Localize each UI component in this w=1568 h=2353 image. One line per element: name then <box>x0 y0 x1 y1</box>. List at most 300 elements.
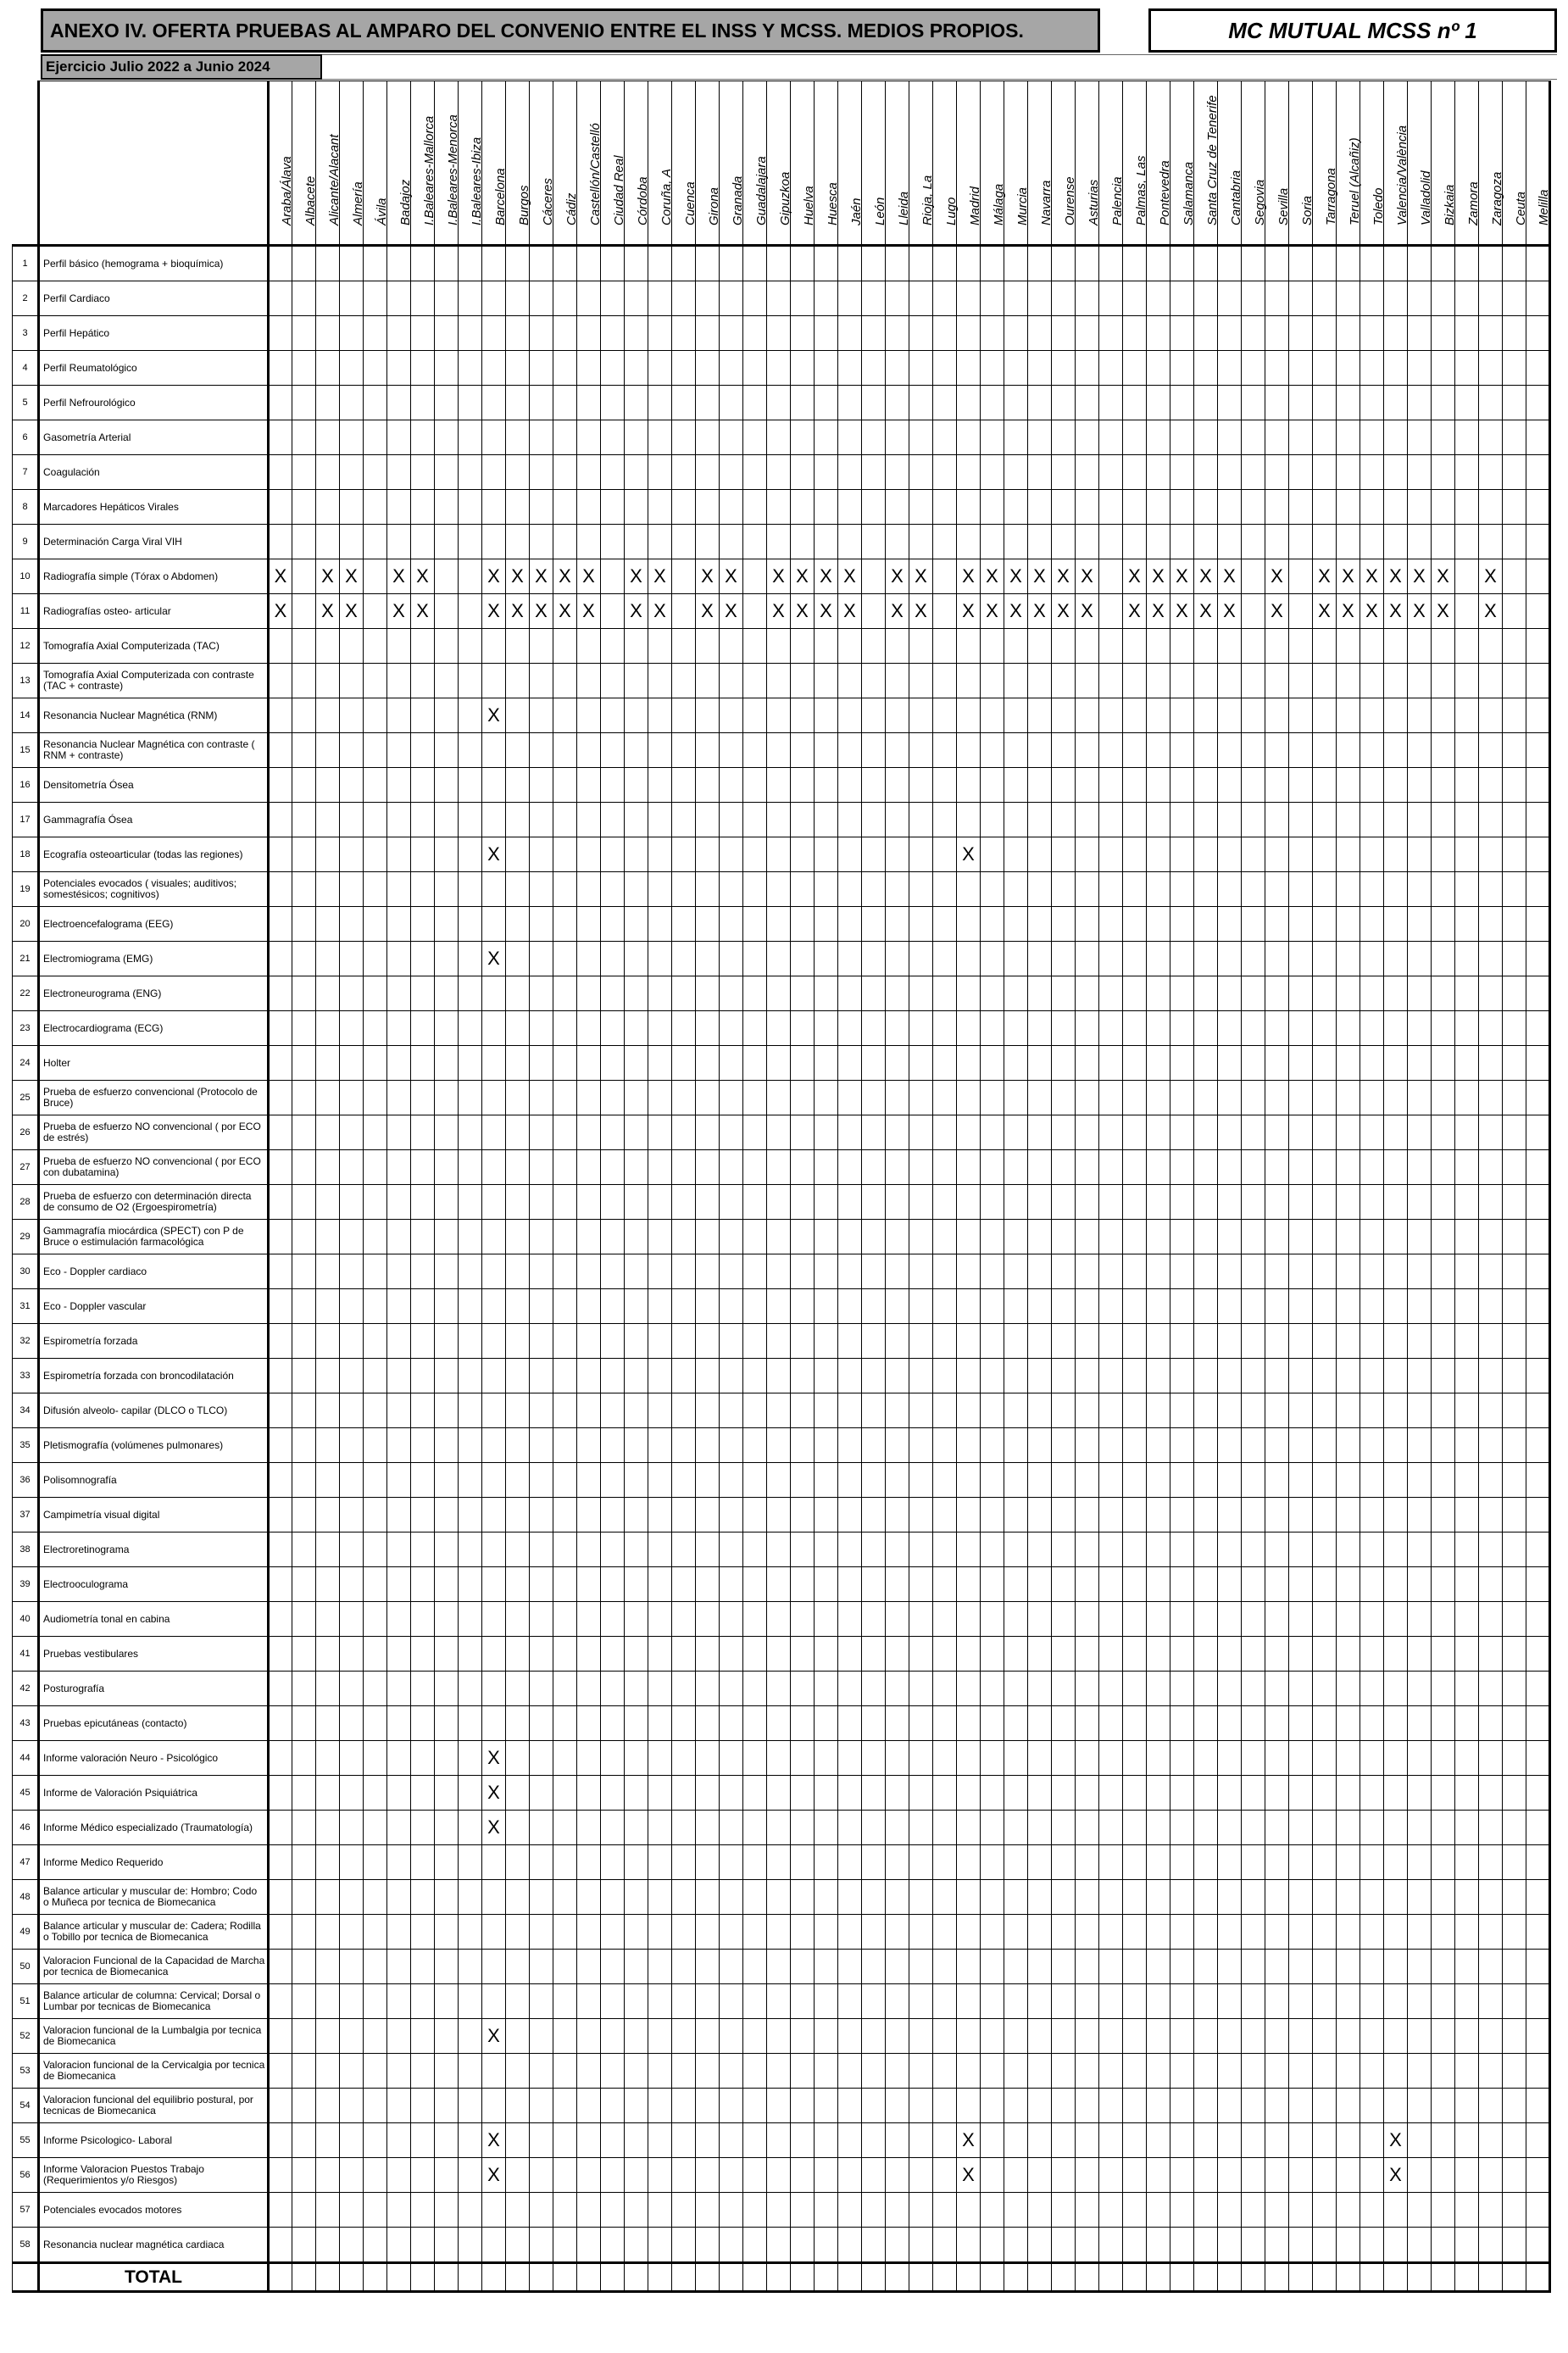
empty-cell <box>1242 1220 1265 1254</box>
province-header <box>292 81 316 246</box>
empty-cell <box>1360 246 1384 281</box>
empty-cell <box>672 803 696 837</box>
empty-cell <box>1503 664 1526 698</box>
empty-cell <box>1028 1811 1052 1845</box>
offer-mark: X <box>909 594 933 629</box>
empty-cell <box>1170 2089 1194 2123</box>
empty-cell <box>1503 2089 1526 2123</box>
empty-cell <box>886 2193 909 2228</box>
empty-cell <box>482 1845 506 1880</box>
empty-cell <box>1028 1567 1052 1602</box>
test-name: Determinación Carga Viral VIH <box>39 525 269 559</box>
empty-cell <box>530 1602 553 1637</box>
empty-cell <box>1432 1359 1455 1393</box>
empty-cell <box>743 629 767 664</box>
empty-cell <box>1337 1463 1360 1498</box>
empty-cell <box>886 872 909 907</box>
empty-cell <box>411 976 435 1011</box>
empty-cell <box>1004 1220 1028 1254</box>
empty-cell <box>909 2158 933 2193</box>
empty-cell <box>1218 733 1242 768</box>
empty-cell <box>269 1741 292 1776</box>
empty-cell <box>1432 1393 1455 1428</box>
empty-cell <box>577 1046 601 1081</box>
empty-cell <box>1384 1602 1408 1637</box>
empty-cell <box>1384 976 1408 1011</box>
empty-cell <box>625 1672 648 1706</box>
empty-cell <box>1455 976 1479 1011</box>
empty-cell <box>672 2019 696 2054</box>
empty-cell <box>1242 2019 1265 2054</box>
test-row <box>13 1150 1550 1185</box>
empty-cell <box>1218 1011 1242 1046</box>
empty-cell <box>933 1254 957 1289</box>
empty-cell <box>1479 1984 1503 2019</box>
empty-cell <box>1360 420 1384 455</box>
empty-cell <box>1337 837 1360 872</box>
empty-cell <box>1170 1081 1194 1115</box>
test-name: Prueba de esfuerzo NO convencional ( por ECO de estrés) <box>39 1115 269 1150</box>
empty-cell <box>364 351 387 386</box>
empty-cell <box>553 1115 577 1150</box>
empty-cell <box>909 2193 933 2228</box>
empty-cell <box>1289 1428 1313 1463</box>
empty-cell <box>1147 1498 1170 1533</box>
empty-cell <box>1479 455 1503 490</box>
offer-mark: X <box>1218 594 1242 629</box>
empty-cell <box>269 1081 292 1115</box>
empty-cell <box>720 246 743 281</box>
empty-cell <box>743 1984 767 2019</box>
empty-cell <box>435 2193 459 2228</box>
test-number: 1 <box>13 246 39 281</box>
empty-cell <box>981 698 1004 733</box>
empty-cell <box>1503 1950 1526 1984</box>
empty-cell <box>1004 664 1028 698</box>
empty-cell <box>1004 629 1028 664</box>
empty-cell <box>387 246 411 281</box>
empty-cell <box>1123 1324 1147 1359</box>
empty-cell <box>364 420 387 455</box>
empty-cell <box>1526 942 1550 976</box>
empty-cell <box>506 907 530 942</box>
empty-cell <box>1408 1776 1432 1811</box>
empty-cell <box>1408 664 1432 698</box>
empty-cell <box>482 420 506 455</box>
empty-cell <box>648 1811 672 1845</box>
empty-cell <box>1218 2158 1242 2193</box>
empty-cell <box>933 1915 957 1950</box>
empty-cell <box>981 1185 1004 1220</box>
empty-cell <box>553 1046 577 1081</box>
empty-cell <box>862 1185 886 1220</box>
empty-cell <box>506 1393 530 1428</box>
empty-cell <box>648 1602 672 1637</box>
empty-cell <box>1052 246 1076 281</box>
province-name: Valencia/València <box>1394 125 1410 225</box>
empty-cell <box>1147 1359 1170 1393</box>
empty-cell <box>648 1567 672 1602</box>
empty-cell <box>530 803 553 837</box>
empty-cell <box>482 1463 506 1498</box>
test-number: 9 <box>13 525 39 559</box>
empty-cell <box>886 907 909 942</box>
empty-cell <box>553 2158 577 2193</box>
test-number: 33 <box>13 1359 39 1393</box>
empty-cell <box>577 1672 601 1706</box>
empty-cell <box>1479 768 1503 803</box>
empty-cell <box>1289 2228 1313 2263</box>
total-cell <box>553 2263 577 2292</box>
empty-cell <box>340 1289 364 1324</box>
empty-cell <box>1028 664 1052 698</box>
empty-cell <box>743 1324 767 1359</box>
empty-cell <box>292 386 316 420</box>
empty-cell <box>625 1185 648 1220</box>
empty-cell <box>957 386 981 420</box>
empty-cell <box>933 594 957 629</box>
empty-cell <box>269 1880 292 1915</box>
empty-cell <box>1218 351 1242 386</box>
empty-cell <box>1503 1602 1526 1637</box>
empty-cell <box>1218 1950 1242 1984</box>
offer-mark: X <box>625 559 648 594</box>
empty-cell <box>1242 1672 1265 1706</box>
empty-cell <box>672 455 696 490</box>
empty-cell <box>1265 1741 1289 1776</box>
empty-cell <box>553 1011 577 1046</box>
empty-cell <box>459 316 482 351</box>
empty-cell <box>459 976 482 1011</box>
empty-cell <box>886 942 909 976</box>
empty-cell <box>387 2158 411 2193</box>
empty-cell <box>1313 1115 1337 1150</box>
empty-cell <box>1408 942 1432 976</box>
empty-cell <box>1526 1081 1550 1115</box>
empty-cell <box>1028 281 1052 316</box>
empty-cell <box>838 2089 862 2123</box>
empty-cell <box>1123 1046 1147 1081</box>
empty-cell <box>909 1185 933 1220</box>
empty-cell <box>862 698 886 733</box>
empty-cell <box>269 872 292 907</box>
test-name: Potenciales evocados motores <box>39 2193 269 2228</box>
empty-cell <box>1147 1984 1170 2019</box>
empty-cell <box>791 1915 815 1950</box>
empty-cell <box>1004 1324 1028 1359</box>
empty-cell <box>909 1463 933 1498</box>
empty-cell <box>1099 316 1123 351</box>
empty-cell <box>625 1950 648 1984</box>
empty-cell <box>838 525 862 559</box>
province-name: Santa Cruz de Tenerife <box>1204 95 1220 225</box>
empty-cell <box>1526 733 1550 768</box>
empty-cell <box>909 733 933 768</box>
empty-cell <box>1384 281 1408 316</box>
empty-cell <box>411 2158 435 2193</box>
empty-cell <box>720 1324 743 1359</box>
empty-cell <box>1526 629 1550 664</box>
empty-cell <box>791 1359 815 1393</box>
empty-cell <box>1242 1115 1265 1150</box>
empty-cell <box>530 1845 553 1880</box>
empty-cell <box>1265 2019 1289 2054</box>
empty-cell <box>1194 1915 1218 1950</box>
empty-cell <box>1099 1393 1123 1428</box>
empty-cell <box>530 1115 553 1150</box>
empty-cell <box>1123 351 1147 386</box>
empty-cell <box>553 768 577 803</box>
empty-cell <box>1052 1428 1076 1463</box>
empty-cell <box>1242 1359 1265 1393</box>
empty-cell <box>340 837 364 872</box>
empty-cell <box>1337 2123 1360 2158</box>
total-cell <box>1076 2263 1099 2292</box>
empty-cell <box>411 942 435 976</box>
empty-cell <box>316 733 340 768</box>
empty-cell <box>909 525 933 559</box>
empty-cell <box>838 1915 862 1950</box>
empty-cell <box>387 2089 411 2123</box>
empty-cell <box>886 1011 909 1046</box>
empty-cell <box>1052 2158 1076 2193</box>
empty-cell <box>482 1984 506 2019</box>
empty-cell <box>933 1115 957 1150</box>
empty-cell <box>909 2228 933 2263</box>
empty-cell <box>1123 1811 1147 1845</box>
empty-cell <box>743 1220 767 1254</box>
empty-cell <box>1099 2089 1123 2123</box>
empty-cell <box>957 2193 981 2228</box>
province-header <box>1052 81 1076 246</box>
empty-cell <box>1242 1811 1265 1845</box>
empty-cell <box>1289 1845 1313 1880</box>
empty-cell <box>1099 1672 1123 1706</box>
empty-cell <box>720 1254 743 1289</box>
province-header <box>1408 81 1432 246</box>
empty-cell <box>1265 2193 1289 2228</box>
empty-cell <box>1455 2019 1479 2054</box>
empty-cell <box>1028 1115 1052 1150</box>
empty-cell <box>482 455 506 490</box>
empty-cell <box>1028 2019 1052 2054</box>
empty-cell <box>1503 2019 1526 2054</box>
empty-cell <box>1526 594 1550 629</box>
empty-cell <box>767 1324 791 1359</box>
empty-cell <box>933 2228 957 2263</box>
empty-cell <box>981 1359 1004 1393</box>
empty-cell <box>862 872 886 907</box>
empty-cell <box>553 1950 577 1984</box>
province-header <box>482 81 506 246</box>
empty-cell <box>459 1011 482 1046</box>
province-name: Almería <box>350 181 365 225</box>
total-cell <box>1099 2263 1123 2292</box>
empty-cell <box>506 1811 530 1845</box>
empty-cell <box>933 907 957 942</box>
empty-cell <box>364 1324 387 1359</box>
empty-cell <box>1265 316 1289 351</box>
empty-cell <box>530 629 553 664</box>
empty-cell <box>601 455 625 490</box>
empty-cell <box>459 733 482 768</box>
province-name: Zaragoza <box>1489 171 1504 225</box>
empty-cell <box>696 1706 720 1741</box>
empty-cell <box>435 1845 459 1880</box>
empty-cell <box>1503 1880 1526 1915</box>
empty-cell <box>1123 1011 1147 1046</box>
empty-cell <box>1503 2193 1526 2228</box>
empty-cell <box>1242 1046 1265 1081</box>
empty-cell <box>292 629 316 664</box>
empty-cell <box>1432 1428 1455 1463</box>
test-name: Densitometría Ósea <box>39 768 269 803</box>
offer-mark: X <box>482 837 506 872</box>
empty-cell <box>815 281 838 316</box>
empty-cell <box>553 803 577 837</box>
province-name: Teruel (Alcañiz) <box>1347 137 1362 225</box>
empty-cell <box>340 1359 364 1393</box>
empty-cell <box>838 1359 862 1393</box>
empty-cell <box>981 1463 1004 1498</box>
test-number: 49 <box>13 1915 39 1950</box>
empty-cell <box>1076 733 1099 768</box>
empty-cell <box>957 1880 981 1915</box>
test-name: Radiografías osteo- articular <box>39 594 269 629</box>
empty-cell <box>648 2228 672 2263</box>
empty-cell <box>981 1567 1004 1602</box>
empty-cell <box>1289 1498 1313 1533</box>
empty-cell <box>269 1811 292 1845</box>
empty-cell <box>292 1150 316 1185</box>
empty-cell <box>1265 1950 1289 1984</box>
test-name: Informe de Valoración Psiquiátrica <box>39 1776 269 1811</box>
empty-cell <box>1028 698 1052 733</box>
empty-cell <box>933 664 957 698</box>
empty-cell <box>1384 1741 1408 1776</box>
empty-cell <box>791 1220 815 1254</box>
empty-cell <box>1360 768 1384 803</box>
empty-cell <box>1028 837 1052 872</box>
total-cell <box>886 2263 909 2292</box>
mutual-name: MC MUTUAL MCSS nº 1 <box>1148 8 1557 53</box>
empty-cell <box>601 2193 625 2228</box>
empty-cell <box>482 281 506 316</box>
empty-cell <box>506 1776 530 1811</box>
empty-cell <box>815 1359 838 1393</box>
test-name: Resonancia Nuclear Magnética (RNM) <box>39 698 269 733</box>
empty-cell <box>957 1984 981 2019</box>
empty-cell <box>1313 2123 1337 2158</box>
empty-cell <box>1218 1637 1242 1672</box>
empty-cell <box>981 1776 1004 1811</box>
offer-mark: X <box>1028 559 1052 594</box>
empty-cell <box>933 2158 957 2193</box>
empty-cell <box>1432 2193 1455 2228</box>
offer-mark: X <box>482 1741 506 1776</box>
empty-cell <box>1242 1150 1265 1185</box>
empty-cell <box>1289 2089 1313 2123</box>
empty-cell <box>1028 2158 1052 2193</box>
empty-cell <box>720 1428 743 1463</box>
empty-cell <box>791 1741 815 1776</box>
empty-cell <box>838 1845 862 1880</box>
empty-cell <box>696 1359 720 1393</box>
empty-cell <box>886 1150 909 1185</box>
empty-cell <box>1265 1811 1289 1845</box>
empty-cell <box>815 629 838 664</box>
empty-cell <box>886 1776 909 1811</box>
empty-cell <box>340 2054 364 2089</box>
empty-cell <box>696 1915 720 1950</box>
empty-cell <box>838 246 862 281</box>
empty-cell <box>1455 1463 1479 1498</box>
empty-cell <box>530 1915 553 1950</box>
empty-cell <box>1194 1185 1218 1220</box>
empty-cell <box>387 907 411 942</box>
empty-cell <box>838 872 862 907</box>
empty-cell <box>1004 455 1028 490</box>
empty-cell <box>791 455 815 490</box>
empty-cell <box>981 1984 1004 2019</box>
empty-cell <box>1337 1324 1360 1359</box>
empty-cell <box>1218 246 1242 281</box>
empty-cell <box>1265 1185 1289 1220</box>
empty-cell <box>411 733 435 768</box>
empty-cell <box>506 768 530 803</box>
empty-cell <box>1004 420 1028 455</box>
empty-cell <box>1360 629 1384 664</box>
empty-cell <box>506 698 530 733</box>
province-header <box>1360 81 1384 246</box>
province-header <box>1455 81 1479 246</box>
empty-cell <box>862 1915 886 1950</box>
empty-cell <box>767 455 791 490</box>
empty-cell <box>1289 455 1313 490</box>
empty-cell <box>316 490 340 525</box>
empty-cell <box>1076 2054 1099 2089</box>
offer-mark: X <box>1052 594 1076 629</box>
empty-cell <box>1004 351 1028 386</box>
empty-cell <box>1360 1081 1384 1115</box>
empty-cell <box>767 525 791 559</box>
empty-cell <box>672 1950 696 1984</box>
empty-cell <box>696 1115 720 1150</box>
empty-cell <box>648 2158 672 2193</box>
empty-cell <box>601 1185 625 1220</box>
empty-cell <box>1194 281 1218 316</box>
empty-cell <box>1337 1220 1360 1254</box>
empty-cell <box>1432 1845 1455 1880</box>
empty-cell <box>292 559 316 594</box>
empty-cell <box>1408 1741 1432 1776</box>
offer-mark: X <box>1052 559 1076 594</box>
empty-cell <box>1265 768 1289 803</box>
empty-cell <box>1503 281 1526 316</box>
empty-cell <box>1384 2193 1408 2228</box>
empty-cell <box>625 2054 648 2089</box>
empty-cell <box>862 1220 886 1254</box>
empty-cell <box>292 1498 316 1533</box>
empty-cell <box>720 1672 743 1706</box>
empty-cell <box>625 1220 648 1254</box>
empty-cell <box>625 455 648 490</box>
empty-cell <box>1526 420 1550 455</box>
empty-cell <box>1004 733 1028 768</box>
empty-cell <box>743 246 767 281</box>
empty-cell <box>648 316 672 351</box>
empty-cell <box>435 629 459 664</box>
